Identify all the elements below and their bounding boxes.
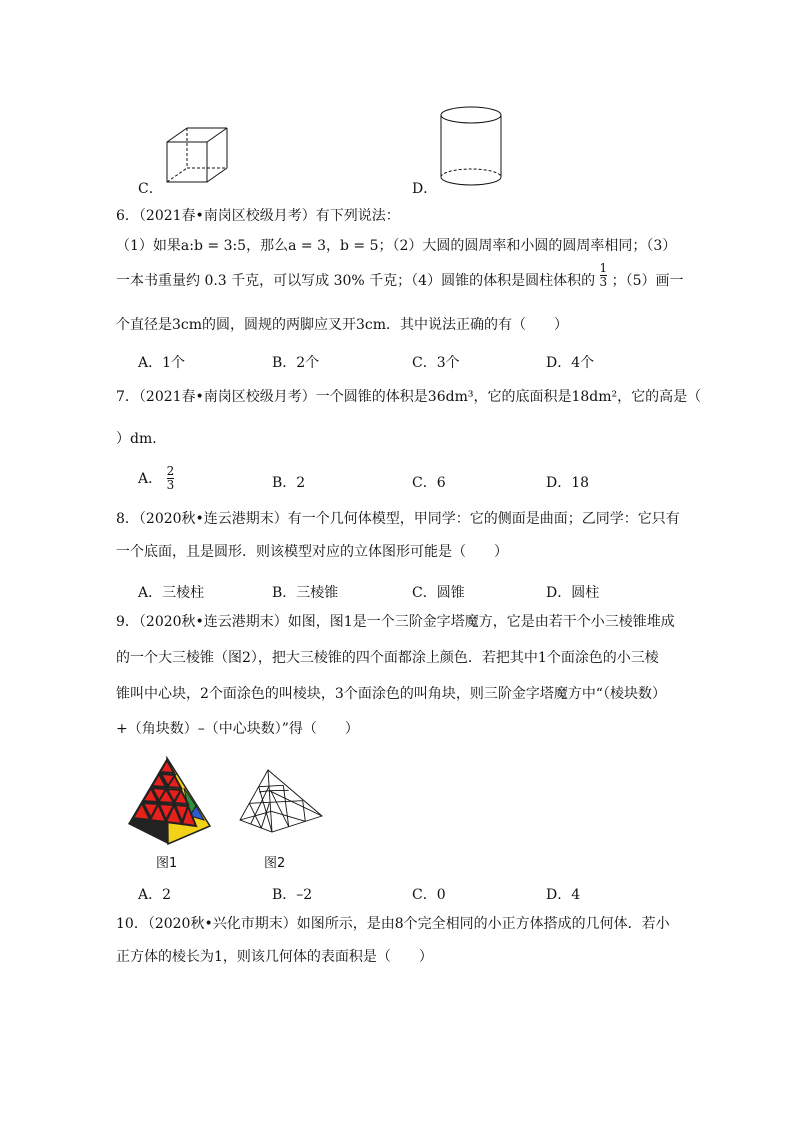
q9-line2: 的一个大三棱锥（图2），把大三棱锥的四个面都涂上颜色．若把其中1个面涂色的小三棱: [116, 650, 659, 666]
q6-line3: 个直径是3cm的圆，圆规的两脚应叉开3cm．其中说法正确的有（ ）: [116, 317, 569, 333]
q9-line4: +（角块数）–（中心块数）”得（ ）: [116, 721, 359, 737]
cube-figure: [164, 126, 254, 196]
q9-line3: 锥叫中心块，2个面涂色的叫棱块，3个面涂色的叫角块，则三阶金字塔魔方中“（棱块数）: [116, 686, 666, 702]
q8-option-c[interactable]: C．圆锥: [412, 585, 465, 601]
q7-line2: ）dm．: [116, 431, 167, 447]
q5-option-d-label: D．: [412, 181, 438, 197]
q6-option-d[interactable]: D．4个: [546, 355, 595, 371]
q7-option-b[interactable]: B．2: [272, 475, 306, 491]
q6-line2-post: ；（5）画一: [611, 273, 684, 290]
q8-line1: 8．（2020秋•连云港期末）有一个几何体模型，甲同学：它的侧面是曲面；乙同学：它只有: [116, 511, 680, 527]
pyramid-wireframe-image: [238, 768, 324, 834]
fraction-numerator: 2: [166, 464, 175, 478]
q7-option-d[interactable]: D．18: [546, 475, 590, 491]
q8-option-d[interactable]: D．圆柱: [546, 585, 600, 601]
q6-option-c[interactable]: C．3个: [412, 355, 460, 371]
q9-line1: 9．（2020秋•连云港期末）如图，图1是一个三阶金字塔魔方，它是由若干个小三棱锥堆成: [116, 614, 675, 630]
pyramid-wireframe-figure: [238, 768, 328, 871]
q6-option-a[interactable]: A．1个: [138, 355, 186, 371]
one-third-fraction: [600, 262, 608, 288]
q7-option-a[interactable]: [138, 465, 174, 491]
figure-2-caption: 图2: [264, 856, 286, 871]
fraction-numerator: 1: [599, 261, 608, 275]
q6-line2-pre: 一本书重量约 0.3 千克，可以写成 30% 千克；（4）圆锥的体积是圆柱体积的: [116, 273, 596, 290]
q8-option-b[interactable]: B．三棱锥: [272, 585, 339, 601]
q8-line2: 一个底面，且是圆形．则该模型对应的立体图形可能是（ ）: [116, 544, 508, 560]
q10-line1: 10．（2020秋•兴化市期末）如图所示，是由8个完全相同的小正方体搭成的几何体．若小: [116, 916, 670, 932]
q9-option-b[interactable]: B．–2: [272, 887, 313, 903]
q6-line1: （1）如果a:b = 3:5，那么a = 3，b = 5；（2）大圆的圆周率和小圆的圆周率相同；（3）: [116, 238, 677, 254]
q6-stem: 6．（2021春•南岗区校级月考）有下列说法：: [116, 208, 400, 224]
cylinder-figure: [438, 104, 508, 190]
figure-1-caption: 图1: [156, 856, 178, 871]
q5-option-c-label: C．: [138, 181, 163, 197]
q9-option-c[interactable]: C．0: [412, 887, 446, 903]
q9-option-d[interactable]: D．4: [546, 887, 581, 903]
fraction-denominator: 3: [599, 274, 608, 289]
two-thirds-fraction: [167, 465, 175, 491]
q7-line1: 7．（2021春•南岗区校级月考）一个圆锥的体积是36dm³，它的底面积是18dm²，它的高是（: [116, 389, 702, 405]
q7-option-c[interactable]: C．6: [412, 475, 446, 491]
pyramid-puzzle-image: [124, 756, 214, 846]
q9-option-a[interactable]: A．2: [138, 887, 172, 903]
q7-option-a-label: A．: [138, 471, 163, 488]
pyramid-puzzle-figure: [124, 756, 214, 871]
q10-line2: 正方体的棱长为1，则该几何体的表面积是（ ）: [116, 949, 433, 965]
q8-option-a[interactable]: A．三棱柱: [138, 585, 205, 601]
q6-option-b[interactable]: B．2个: [272, 355, 320, 371]
fraction-denominator: 3: [166, 477, 175, 492]
q6-line2: [116, 261, 684, 294]
